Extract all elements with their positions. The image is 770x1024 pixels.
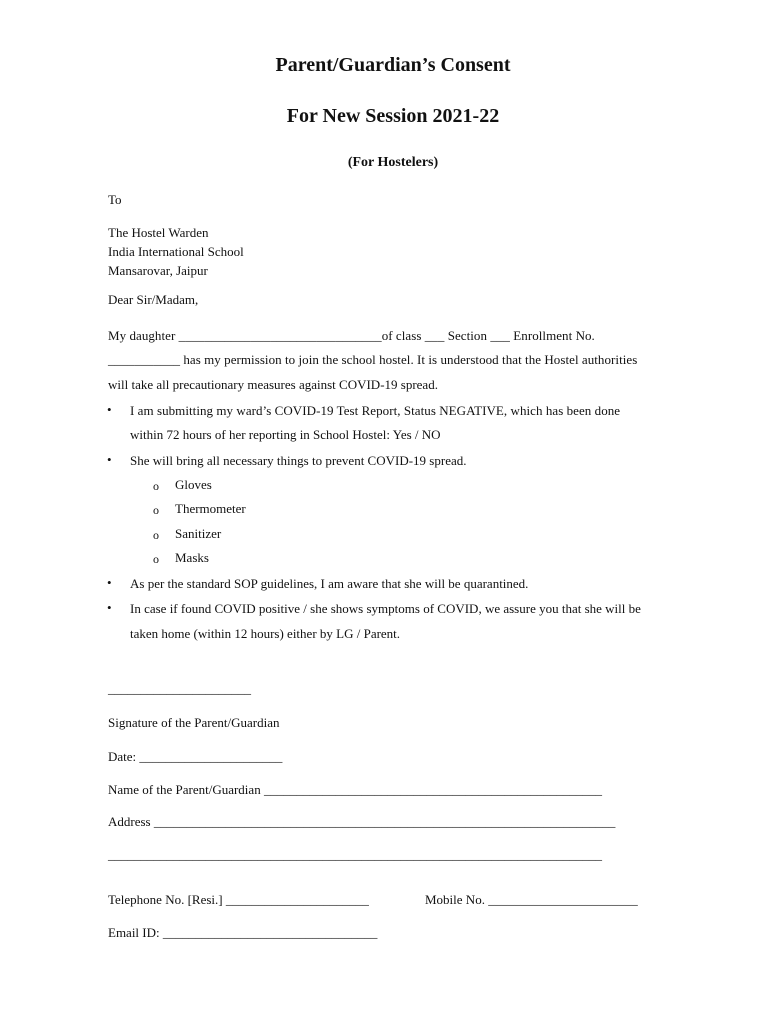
sub-item-marker: o xyxy=(153,479,159,493)
sub-item-marker: o xyxy=(153,528,159,542)
bullet-test-report-line-1: I am submitting my ward’s COVID-19 Test Report, Status NEGATIVE, which has been done xyxy=(130,403,621,418)
bullet-marker: • xyxy=(107,452,112,467)
audience-subtitle: (For Hostelers) xyxy=(347,155,439,170)
bullet-marker: • xyxy=(107,402,112,417)
address-line-recipient: The Hostel Warden xyxy=(108,225,209,240)
bullet-marker: • xyxy=(107,600,112,615)
address-field[interactable]: Address _______________________________________________________________________ xyxy=(108,814,616,829)
bullet-quarantine: As per the standard SOP guidelines, I am aware that she will be quarantined. xyxy=(130,576,529,591)
bullet-necessary-things: She will bring all necessary things to prevent COVID-19 spread. xyxy=(130,453,467,468)
email-field[interactable]: Email ID: _________________________________ xyxy=(108,925,378,940)
form-title: Parent/Guardian’s Consent xyxy=(275,54,511,76)
bullet-test-report-line-2: within 72 hours of her reporting in School Hostel: Yes / NO xyxy=(130,427,441,442)
sub-item-marker: o xyxy=(153,552,159,566)
salutation: Dear Sir/Madam, xyxy=(108,292,199,307)
address-line-school: India International School xyxy=(108,244,244,259)
session-title: For New Session 2021-22 xyxy=(286,105,500,127)
body-line-2: ___________ has my permission to join the school hostel. It is understood that the Hostel authorities xyxy=(108,352,638,367)
telephone-field[interactable]: Telephone No. [Resi.] ______________________ xyxy=(108,892,369,907)
item-masks: Masks xyxy=(175,550,209,565)
signature-label: Signature of the Parent/Guardian xyxy=(108,715,280,730)
bullet-marker: • xyxy=(107,575,112,590)
bullet-covid-positive-line-2: taken home (within 12 hours) either by LG / Parent. xyxy=(130,626,401,641)
signature-line[interactable]: ______________________ xyxy=(108,681,251,696)
sub-item-marker: o xyxy=(153,503,159,517)
item-thermometer: Thermometer xyxy=(175,501,246,516)
address-field-line-2[interactable]: ____________________________________________________________________________ xyxy=(108,847,602,862)
item-sanitizer: Sanitizer xyxy=(175,526,222,541)
item-gloves: Gloves xyxy=(175,477,212,492)
body-line-3: will take all precautionary measures against COVID-19 spread. xyxy=(108,377,438,392)
mobile-field[interactable]: Mobile No. _______________________ xyxy=(425,892,638,907)
address-line-city: Mansarovar, Jaipur xyxy=(108,263,208,278)
address-to: To xyxy=(108,192,122,207)
date-field[interactable]: Date: ______________________ xyxy=(108,749,283,764)
guardian-name-field[interactable]: Name of the Parent/Guardian ____________________________________________________ xyxy=(108,782,602,797)
body-line-1: My daughter _______________________________of class ___ Section ___ Enrollment No. xyxy=(108,328,595,343)
bullet-covid-positive-line-1: In case if found COVID positive / she shows symptoms of COVID, we assure you that she will be xyxy=(130,601,641,616)
